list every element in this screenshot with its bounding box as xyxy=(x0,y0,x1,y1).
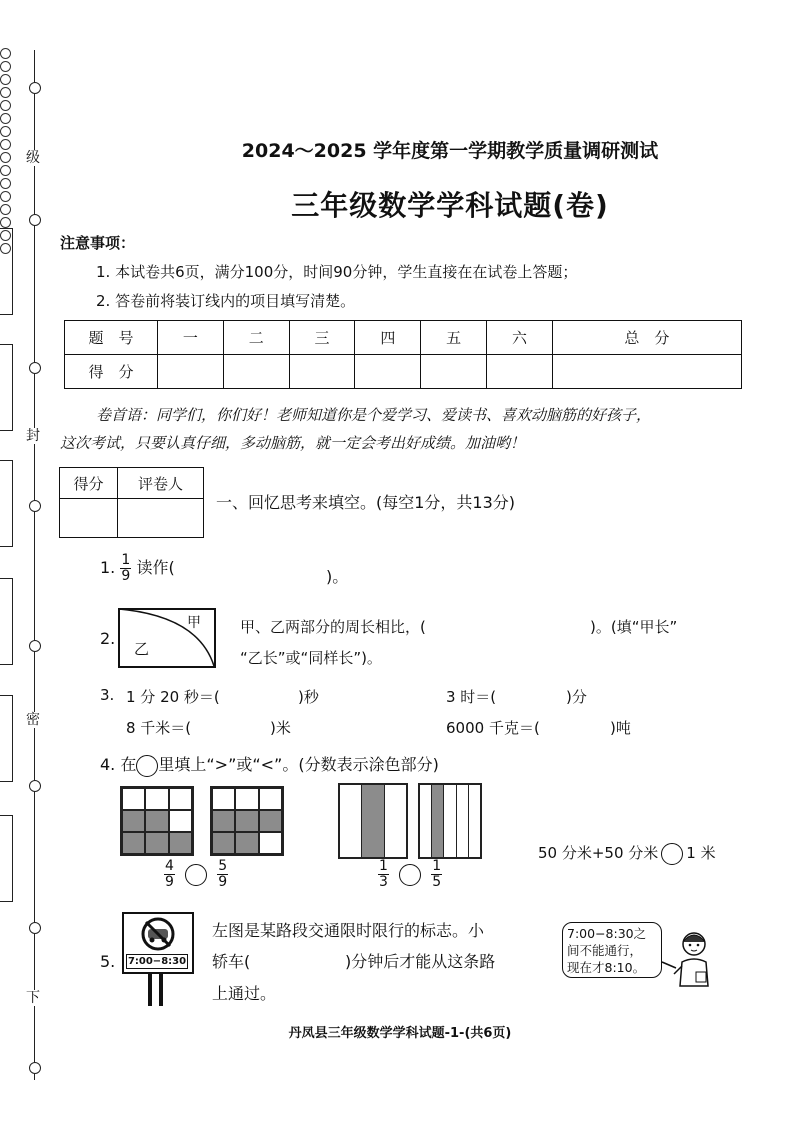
notes-heading: 注意事项： xyxy=(60,234,136,252)
conversion-text: 6000 千克＝( xyxy=(446,719,540,737)
measure-left: 50 分米+50 分米 xyxy=(538,844,659,862)
answer-blank[interactable] xyxy=(192,566,322,584)
notes-item: 1. 本试卷共6页，满分100分，时间90分钟，学生直接在在试卷上答题； xyxy=(96,263,578,281)
preface-line: 卷首语：同学们，你们好！老师知道你是个爱学习、爱读书、喜欢动脑筋的好孩子， xyxy=(96,406,652,424)
measure-right: 1 米 xyxy=(686,844,716,862)
page-footer: 丹凤县三年级数学学科试题-1-(共6页) xyxy=(288,1026,512,1041)
bubble-line: 7:00−8:30之 xyxy=(567,926,647,941)
question-text: 甲、乙两部分的周长相比，( xyxy=(240,618,426,636)
exam-title: 三年级数学学科试题(卷) xyxy=(291,189,609,222)
compare-circle-icon[interactable] xyxy=(661,843,683,865)
compare-circle-icon[interactable] xyxy=(185,864,207,886)
sign-post xyxy=(148,972,152,1006)
score-cell[interactable] xyxy=(552,355,741,389)
binding-circle xyxy=(29,82,41,94)
binding-char: 密 xyxy=(26,712,40,728)
binding-circle xyxy=(29,1062,41,1074)
score-cell[interactable] xyxy=(355,355,421,389)
conversion-unit: )米 xyxy=(270,719,291,737)
score-header-cell: 四 xyxy=(355,321,421,355)
question-1 xyxy=(100,553,175,584)
conversion-text: 1 分 20 秒＝( xyxy=(126,688,220,706)
question-text: 左图是某路段交通限时限行的标志。小 xyxy=(212,921,485,940)
binding-fill-box xyxy=(0,578,13,665)
question-text: )。 xyxy=(326,567,349,586)
fraction-numerator: 1 xyxy=(121,552,131,568)
grader-name-label: 评卷人 xyxy=(117,468,203,499)
question-text: 读作( xyxy=(136,558,175,577)
conversion-text: 8 千米＝( xyxy=(126,719,192,737)
question-text: )分钟后才能从这条路 xyxy=(345,952,496,971)
question-text: 上通过。 xyxy=(212,984,277,1003)
binding-circle xyxy=(29,922,41,934)
fraction: $\frac{1}{3}$ xyxy=(379,858,388,890)
binding-circle xyxy=(29,500,41,512)
compare-circle-icon[interactable] xyxy=(399,864,421,886)
fraction-denominator: 9 xyxy=(121,568,131,584)
binding-holes xyxy=(0,48,14,256)
question-number: 4. xyxy=(100,755,116,774)
fraction: $\frac{1}{5}$ xyxy=(432,858,442,890)
notes-item: 2. 答卷前将装订线内的项目填写清楚。 xyxy=(96,292,356,310)
conversion-unit: )分 xyxy=(566,688,587,706)
fraction-strip-1-3 xyxy=(338,783,408,859)
bubble-line: 间不能通行， xyxy=(567,943,643,958)
binding-circle xyxy=(29,780,41,792)
binding-margin xyxy=(0,0,60,1121)
bubble-line: 现在才8:10。 xyxy=(567,960,646,975)
grader-score-cell[interactable] xyxy=(60,499,118,538)
score-header-cell: 五 xyxy=(421,321,487,355)
question-text: 轿车( xyxy=(212,952,251,971)
question-number: 3. xyxy=(100,686,115,704)
binding-circle xyxy=(29,214,41,226)
binding-fill-box xyxy=(0,228,13,315)
region-label-yi: 乙 xyxy=(134,640,150,658)
answer-blank[interactable] xyxy=(262,951,342,969)
score-header-cell: 二 xyxy=(223,321,289,355)
binding-fill-box xyxy=(0,344,13,431)
score-row-label: 得 分 xyxy=(65,355,158,389)
region-label-jia: 甲 xyxy=(187,615,201,631)
speech-bubble xyxy=(562,922,662,978)
fraction-grid-5-9 xyxy=(210,786,284,856)
question-number: 1. xyxy=(100,558,116,577)
binding-circle xyxy=(29,362,41,374)
question-text: 里填上“>”或“<”。(分数表示涂色部分) xyxy=(158,755,439,774)
conversion-text: 3 时＝( xyxy=(446,688,497,706)
grader-name-cell[interactable] xyxy=(117,499,203,538)
score-header-cell: 题 号 xyxy=(65,321,158,355)
score-header-cell: 六 xyxy=(487,321,553,355)
q2-figure xyxy=(118,608,218,670)
binding-fill-box xyxy=(0,695,13,782)
score-cell[interactable] xyxy=(289,355,355,389)
question-text: “乙长”或“同样长”)。 xyxy=(240,649,382,667)
score-table xyxy=(64,320,742,389)
binding-circle xyxy=(29,640,41,652)
question-text: 在 xyxy=(120,755,137,774)
binding-char: 下 xyxy=(26,990,40,1006)
fraction-strip-1-5 xyxy=(418,783,482,859)
question-number: 5. xyxy=(100,952,116,971)
binding-fill-box xyxy=(0,460,13,547)
score-header-cell: 三 xyxy=(289,321,355,355)
binding-char: 封 xyxy=(26,428,40,444)
score-header-cell: 一 xyxy=(158,321,224,355)
traffic-sign xyxy=(122,912,194,974)
fraction xyxy=(120,553,131,584)
score-cell[interactable] xyxy=(158,355,224,389)
fraction: $\frac{4}{9}$ xyxy=(165,858,174,890)
score-cell[interactable] xyxy=(223,355,289,389)
fraction-grid-4-9 xyxy=(120,786,194,856)
compare-pair-2 xyxy=(378,859,442,890)
preface-line: 这次考试，只要认真仔细，多动脑筋，就一定会考出好成绩。加油哟！ xyxy=(60,434,526,452)
answer-blank[interactable] xyxy=(446,618,576,636)
compare-pair-3 xyxy=(538,842,716,865)
grader-box xyxy=(59,467,204,538)
grader-score-label: 得分 xyxy=(60,468,118,499)
question-4 xyxy=(100,752,439,777)
exam-subtitle: 2024～2025 学年度第一学期教学质量调研测试 xyxy=(241,140,659,162)
score-cell[interactable] xyxy=(487,355,553,389)
student-figure-icon xyxy=(660,928,722,990)
sign-post xyxy=(159,972,163,1006)
sign-time: 7:00−8:30 xyxy=(127,956,187,967)
no-car-icon xyxy=(126,916,190,952)
compare-circle-icon xyxy=(136,755,158,777)
compare-pair-1 xyxy=(164,859,228,890)
section-title: 一、回忆思考来填空。(每空1分，共13分) xyxy=(216,493,516,512)
binding-char: 级 xyxy=(26,150,40,166)
conversion-unit: )吨 xyxy=(610,719,631,737)
question-number: 2. xyxy=(100,629,116,648)
question-text: )。(填“甲长” xyxy=(590,618,678,636)
fraction: $\frac{5}{9}$ xyxy=(218,858,228,890)
score-cell[interactable] xyxy=(421,355,487,389)
conversion-unit: )秒 xyxy=(298,688,319,706)
score-header-cell: 总 分 xyxy=(552,321,741,355)
binding-fill-box xyxy=(0,815,13,902)
